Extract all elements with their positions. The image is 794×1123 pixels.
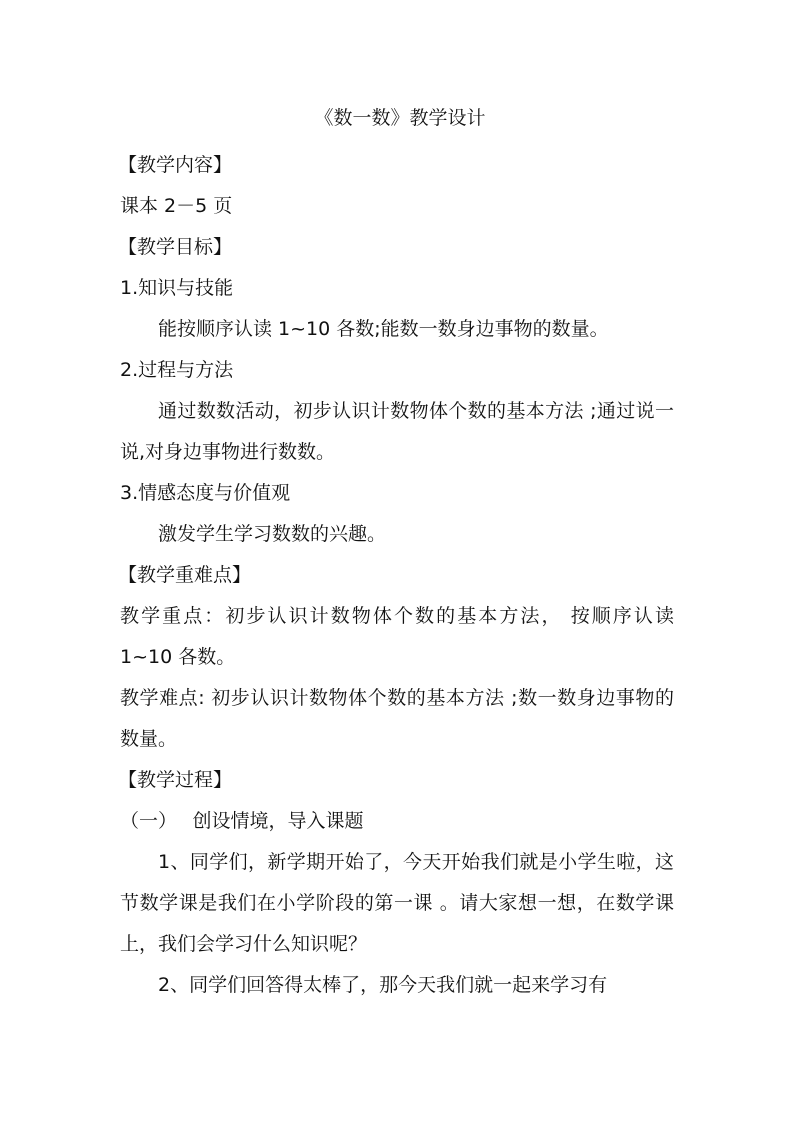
process-paragraph-1: 1、同学们，新学期开始了，今天开始我们就是小学生啦，这节数学课是我们在小学阶段的第一课 。请大家想一想，在数学课上，我们会学习什么知识呢？ (120, 851, 674, 955)
section-heading-content: 【教学内容】 (118, 154, 233, 176)
document-title: 《数一数》教学设计 (314, 107, 486, 129)
difficult-point-text: 教学难点: 初步认识计数物体个数的基本方法 ;数一数身边事物的数量。 (120, 687, 674, 750)
process-paragraph-2: 2、同学们回答得太棒了，那今天我们就一起来学习有 (158, 974, 608, 996)
document-body (120, 104, 674, 1006)
process-step1-heading: （一） 创设情境，导入课题 (120, 810, 364, 832)
goal3-heading: 3.情感态度与价值观 (120, 482, 291, 504)
section-heading-goals: 【教学目标】 (118, 236, 233, 258)
key-point-text: 教学重点：初步认识计数物体个数的基本方法， 按顺序认读 1~10 各数。 (120, 605, 674, 668)
goal1-text: 能按顺序认读 1~10 各数;能数一数身边事物的数量。 (158, 318, 609, 340)
section-heading-keypoints: 【教学重难点】 (118, 564, 252, 586)
content-text: 课本 2－5 页 (120, 195, 233, 217)
goal2-heading: 2.过程与方法 (120, 359, 234, 381)
section-heading-process: 【教学过程】 (118, 769, 233, 791)
goal1-heading: 1.知识与技能 (120, 277, 234, 299)
goal3-text: 激发学生学习数数的兴趣。 (158, 523, 387, 545)
goal2-text: 通过数数活动，初步认识计数物体个数的基本方法 ;通过说一说,对身边事物进行数数。 (120, 400, 674, 463)
